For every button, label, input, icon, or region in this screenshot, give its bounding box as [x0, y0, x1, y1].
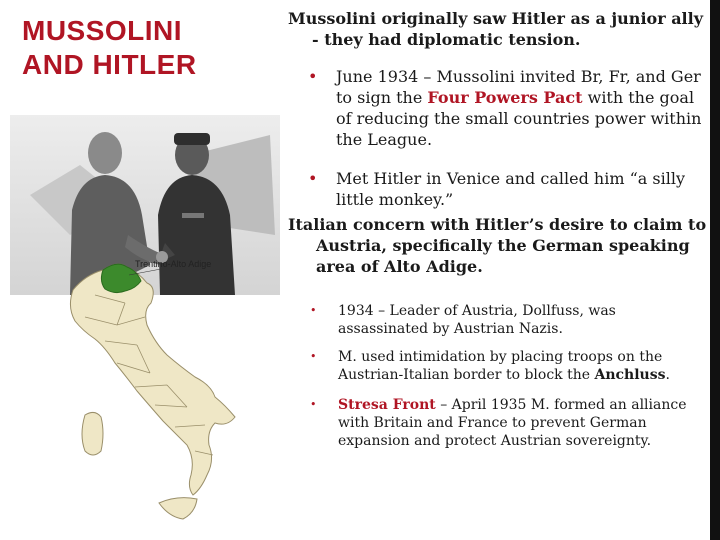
bullet-1-post: with the goal of reducing the small countries power within the League. — [336, 88, 702, 149]
bullet-2-text: Met Hitler in Venice and called him “a silly little monkey.” — [336, 169, 685, 209]
bullet-1-pre: June 1934 – Mussolini invited Br, Fr, and Ger to sign the — [336, 67, 701, 107]
italy-outline — [70, 264, 235, 495]
heading-2b: Austria, specifically the German speaking area of Alto Adige. — [316, 236, 690, 276]
sardinia-island — [82, 412, 103, 455]
sub-bullet-2-text — [310, 348, 710, 384]
sub-2-pre: M. used intimidation by placing troops on the Austrian-Italian border to block the — [338, 349, 663, 383]
map-label: Trentino-Alto Adige — [135, 259, 212, 269]
slide-title — [22, 14, 197, 82]
sicily-island — [159, 498, 197, 519]
bullet-dot-icon: • — [310, 350, 317, 363]
bullet-dot-icon: • — [308, 169, 318, 188]
bullet-dot-icon: • — [308, 67, 318, 86]
sub-3-post: – April 1935 M. formed an alliance with Britain and France to prevent German expansion and protect Austrian sovereignty. — [338, 397, 687, 449]
four-powers-pact-highlight: Four Powers Pact — [427, 88, 583, 107]
sub-bullet-stresa — [310, 396, 710, 450]
sub-bullet-troops — [310, 348, 710, 384]
anchluss-bold: Anchluss — [594, 367, 666, 383]
heading-2a: Italian concern with Hitler’s desire to claim to — [288, 215, 707, 234]
title-line-1: MUSSOLINI — [22, 15, 183, 46]
bullet-1-text — [308, 66, 703, 150]
bullet-dot-icon: • — [310, 398, 317, 411]
bullet-dot-icon: • — [310, 304, 317, 317]
heading-1b: - they had diplomatic tension. — [312, 30, 581, 49]
title-line-2: AND HITLER — [22, 49, 197, 80]
bullet-silly-monkey — [308, 168, 703, 210]
bullet-four-powers — [308, 66, 703, 150]
heading-junior-ally — [288, 8, 708, 50]
sub-bullet-dollfuss — [310, 302, 710, 338]
italy-map — [55, 255, 270, 540]
heading-italian-concern — [288, 214, 713, 277]
heading-1a: Mussolini originally saw Hitler as a junior ally — [288, 9, 704, 28]
stresa-front-highlight: Stresa Front — [338, 397, 436, 413]
sub-bullet-3-text — [310, 396, 710, 450]
sub-bullet-1-text: 1934 – Leader of Austria, Dollfuss, was assassinated by Austrian Nazis. — [338, 303, 616, 337]
sub-2-post: . — [665, 367, 670, 383]
